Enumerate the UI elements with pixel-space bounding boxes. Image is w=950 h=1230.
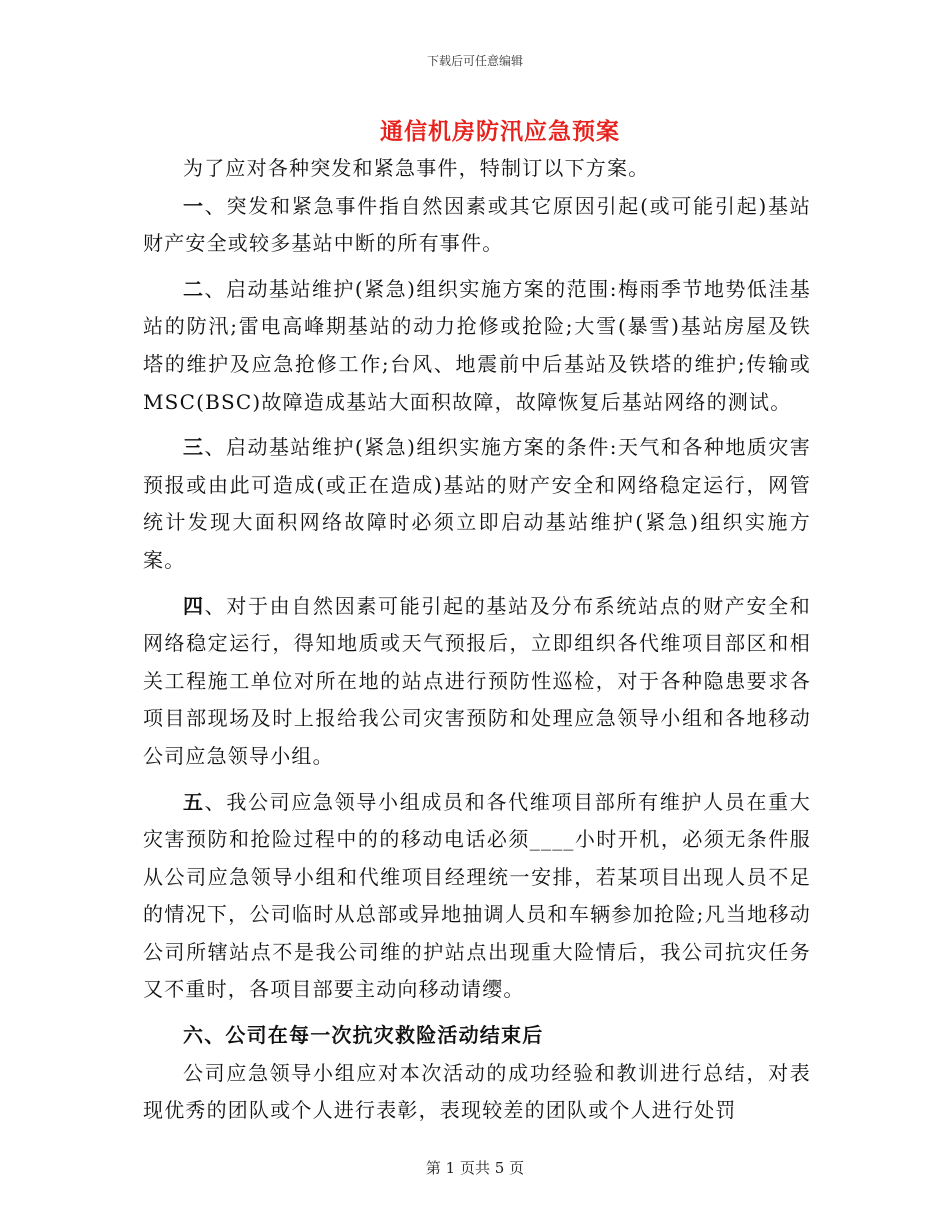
- section-1-paragraph: [143, 188, 811, 263]
- intro-paragraph: 为了应对各种突发和紧急事件，特制订以下方案。: [183, 156, 650, 180]
- section-3-number: 三: [183, 435, 205, 460]
- section-2-paragraph: [143, 271, 811, 421]
- header-note: 下载后可任意编辑: [426, 54, 523, 68]
- section-1-text: 、突发和紧急事件指自然因素或其它原因引起(或可能引起)基站财产安全或较多基站中断的所有事件。: [143, 193, 811, 256]
- document-title: 通信机房防汛应急预案: [380, 118, 620, 145]
- closing-paragraph: 公司应急领导小组应对本次活动的成功经验和教训进行总结，对表现优秀的团队或个人进行表彰，表现较差的团队或个人进行处罚: [143, 1060, 811, 1123]
- section-2-number: 二: [183, 276, 205, 301]
- section-5-paragraph: [143, 784, 811, 1010]
- section-3-paragraph: [143, 429, 811, 579]
- section-1-number: 一: [183, 193, 205, 218]
- section-5-number: 五: [183, 789, 205, 814]
- section-2-text: 、启动基站维护(紧急)组织实施方案的范围:梅雨季节地势低洼基站的防汛;雷电高峰期基站的动力抢修或抢险;大雪(暴雪)基站房屋及铁塔的维护及应急抢修工作;台风、地震前中后基站及铁塔的维护;传输或MSC(BSC)故障造成基站大面积故障，故障恢复后基站网络的测试。: [143, 276, 811, 414]
- section-3-text: 、启动基站维护(紧急)组织实施方案的条件:天气和各种地质灾害预报或由此可造成(或正在造成)基站的财产安全和网络稳定运行，网管统计发现大面积网络故障时必须立即启动基站维护(紧急)组织实施方案。: [143, 435, 811, 572]
- section-4-text: 、对于由自然因素可能引起的基站及分布系统站点的财产安全和网络稳定运行，得知地质或天气预报后，立即组织各代维项目部区和相关工程施工单位对所在地的站点进行预防性巡检，对于各种隐患要求各项目部现场及时上报给我公司灾害预防和处理应急领导小组和各地移动公司应急领导小组。: [143, 593, 811, 768]
- section-4-number: 四: [183, 593, 205, 618]
- section-4-paragraph: [143, 588, 811, 776]
- document-body: [143, 150, 811, 1130]
- section-6-heading: 六、公司在每一次抗灾救险活动结束后: [183, 1023, 544, 1048]
- section-5-text: 、我公司应急领导小组成员和各代维项目部所有维护人员在重大灾害预防和抢险过程中的的移动电话必须____小时开机，必须无条件服从公司应急领导小组和代维项目经理统一安排，若某项目出现人员不足的情况下，公司临时从总部或异地抽调人员和车辆参加抢险;凡当地移动公司所辖站点不是我公司维的护站点出现重大险情后，我公司抗灾任务又不重时，各项目部要主动向移动请缨。: [143, 789, 811, 1002]
- page-footer: 第 1 页共 5 页: [425, 1159, 525, 1177]
